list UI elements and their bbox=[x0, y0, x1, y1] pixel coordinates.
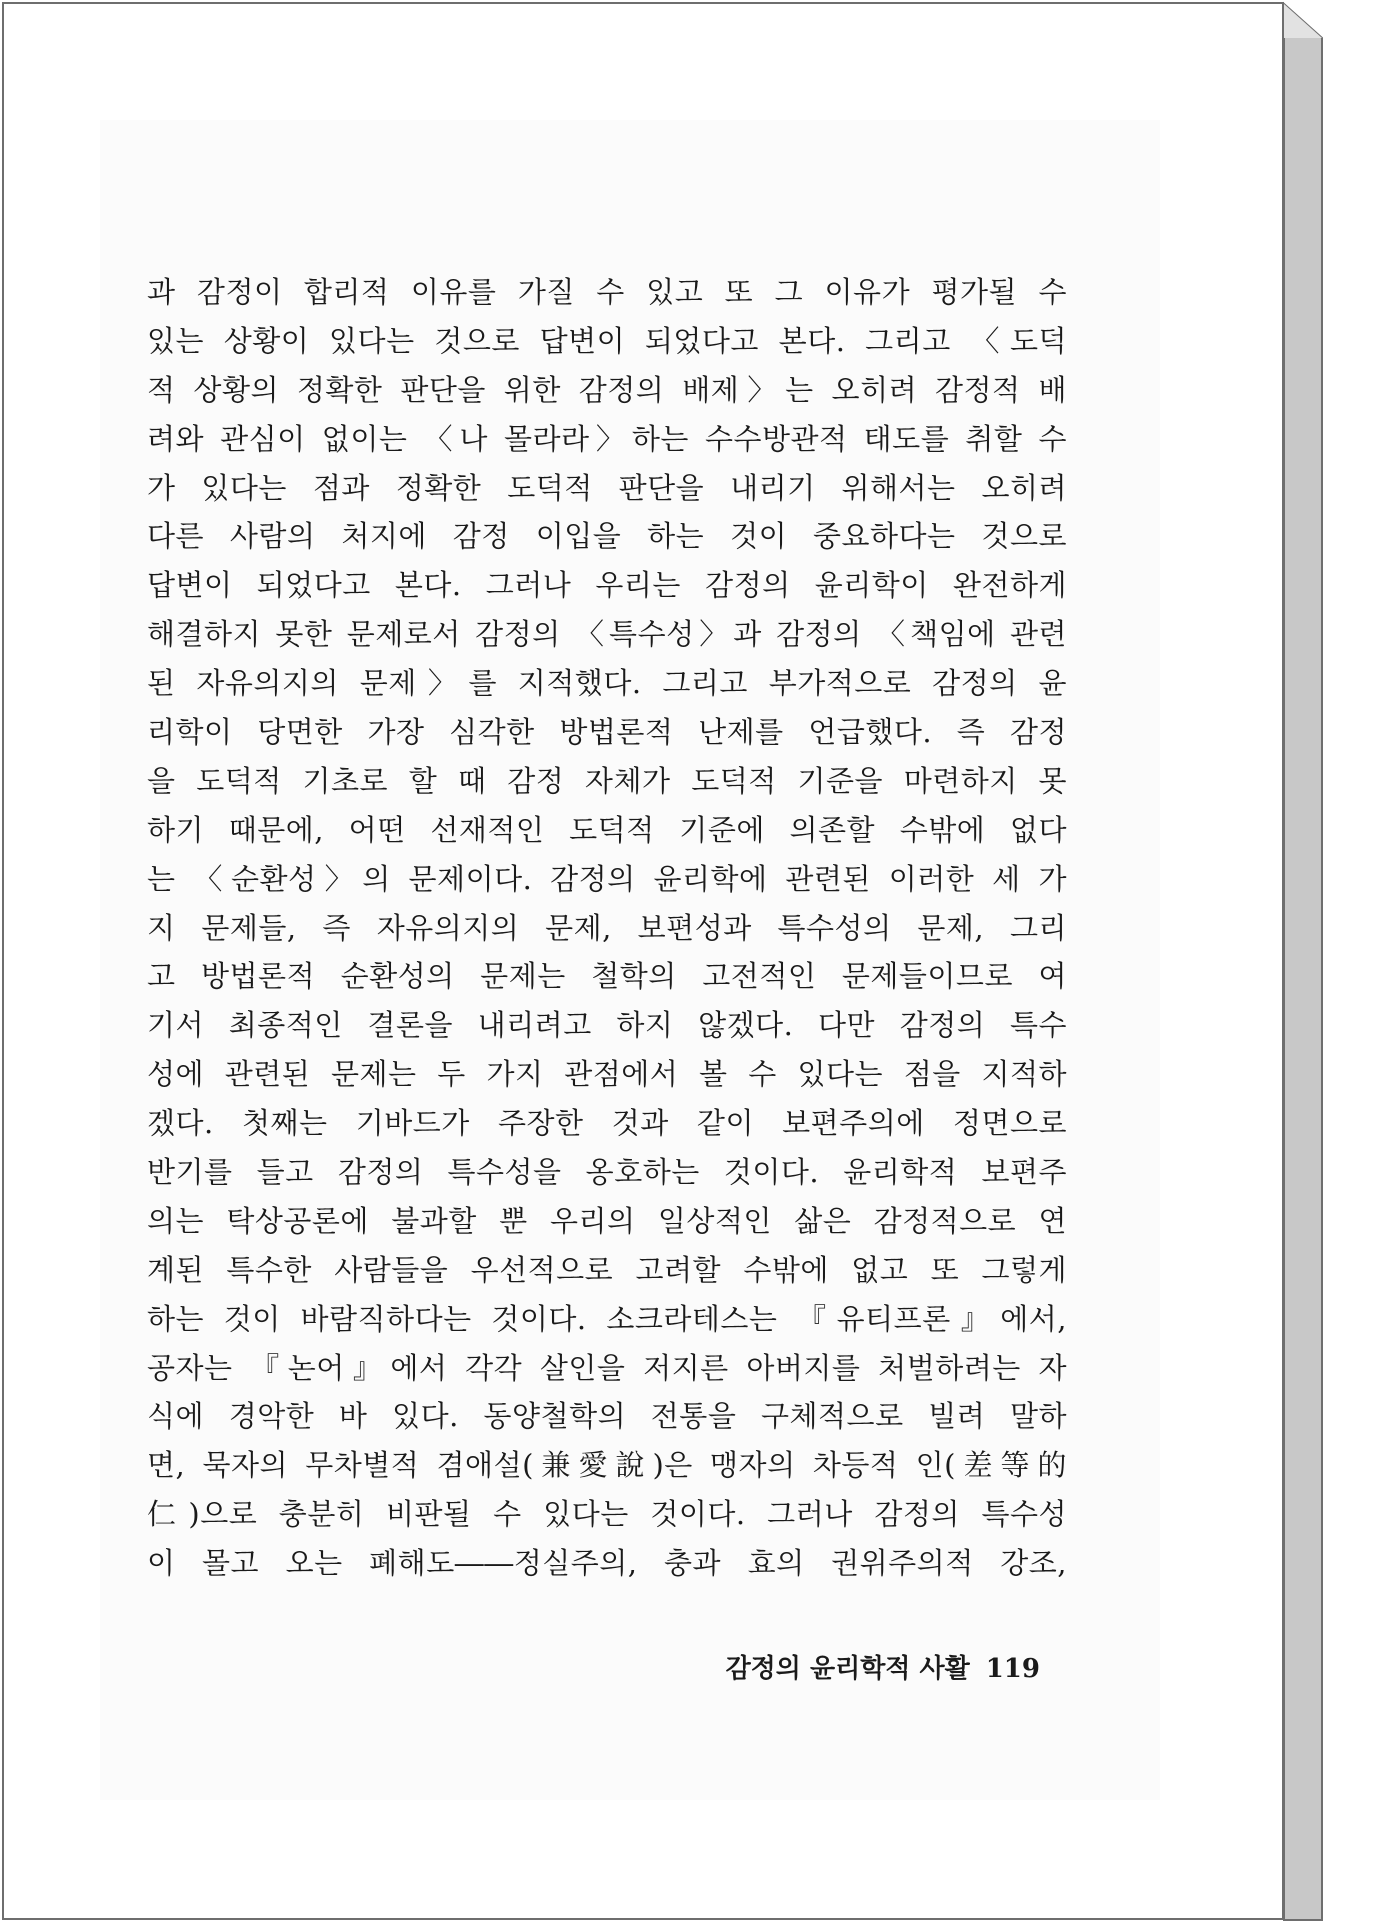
text-line: 적 상황의 정확한 판단을 위한 감정의 배제〉는 오히려 감정적 배 bbox=[147, 372, 1067, 407]
text-line: 기서 최종적인 결론을 내리려고 하지 않겠다. 다만 감정의 특수 bbox=[147, 1008, 1067, 1043]
text-line: 된 자유의지의 문제〉를 지적했다. 그리고 부가적으로 감정의 윤 bbox=[147, 666, 1067, 701]
text-line: 식에 경악한 바 있다. 동양철학의 전통을 구체적으로 빌려 말하 bbox=[147, 1399, 1067, 1434]
text-line: 해결하지 못한 문제로서 감정의 〈특수성〉과 감정의 〈책임에 관련 bbox=[147, 617, 1067, 652]
running-footer-title: 감정의 윤리학적 사활 bbox=[725, 1654, 970, 1684]
text-line: 과 감정이 합리적 이유를 가질 수 있고 또 그 이유가 평가될 수 bbox=[147, 275, 1067, 309]
text-line: 하기 때문에, 어떤 선재적인 도덕적 기준에 의존할 수밖에 없다 bbox=[147, 812, 1067, 847]
text-line: 을 도덕적 기초로 할 때 감정 자체가 도덕적 기준을 마련하지 못 bbox=[147, 763, 1067, 798]
text-line: 하는 것이 바람직하다는 것이다. 소크라테스는 『유티프론』에서, bbox=[147, 1301, 1067, 1336]
body-text bbox=[147, 268, 1067, 1588]
page-number: 119 bbox=[985, 1654, 1040, 1684]
text-line: 있는 상황이 있다는 것으로 답변이 되었다고 본다. 그리고 〈도덕 bbox=[147, 323, 1067, 358]
text-line: 반기를 들고 감정의 특수성을 옹호하는 것이다. 윤리학적 보편주 bbox=[147, 1155, 1067, 1190]
text-line: 공자는 『논어』에서 각각 살인을 저지른 아버지를 처벌하려는 자 bbox=[147, 1350, 1067, 1385]
text-line: 계된 특수한 사람들을 우선적으로 고려할 수밖에 없고 또 그렇게 bbox=[147, 1252, 1067, 1287]
text-line: 의는 탁상공론에 불과할 뿐 우리의 일상적인 삶은 감정적으로 연 bbox=[147, 1203, 1067, 1238]
text-line: 이 몰고 오는 폐해도――정실주의, 충과 효의 권위주의적 강조, bbox=[147, 1546, 1067, 1581]
text-line: 가 있다는 점과 정확한 도덕적 판단을 내리기 위해서는 오히려 bbox=[147, 470, 1067, 505]
text-line: 리학이 당면한 가장 심각한 방법론적 난제를 언급했다. 즉 감정 bbox=[147, 715, 1067, 750]
text-line: 성에 관련된 문제는 두 가지 관점에서 볼 수 있다는 점을 지적하 bbox=[147, 1057, 1067, 1092]
text-line: 仁)으로 충분히 비판될 수 있다는 것이다. 그러나 감정의 특수성 bbox=[147, 1497, 1067, 1532]
text-line: 는 〈순환성〉의 문제이다. 감정의 윤리학에 관련된 이러한 세 가 bbox=[147, 861, 1067, 896]
text-line: 지 문제들, 즉 자유의지의 문제, 보편성과 특수성의 문제, 그리 bbox=[147, 910, 1067, 945]
text-line: 겠다. 첫째는 기바드가 주장한 것과 같이 보편주의에 정면으로 bbox=[147, 1106, 1067, 1141]
text-line: 면, 묵자의 무차별적 겸애설(兼愛說)은 맹자의 차등적 인(差等的 bbox=[147, 1448, 1067, 1483]
text-line: 답변이 되었다고 본다. 그러나 우리는 감정의 윤리학이 완전하게 bbox=[147, 568, 1067, 603]
page-footer bbox=[700, 1648, 1040, 1685]
text-line: 고 방법론적 순환성의 문제는 철학의 고전적인 문제들이므로 여 bbox=[147, 959, 1067, 994]
text-line: 려와 관심이 없이는 〈나 몰라라〉하는 수수방관적 태도를 취할 수 bbox=[147, 421, 1067, 456]
text-line: 다른 사람의 처지에 감정 이입을 하는 것이 중요하다는 것으로 bbox=[147, 519, 1067, 554]
